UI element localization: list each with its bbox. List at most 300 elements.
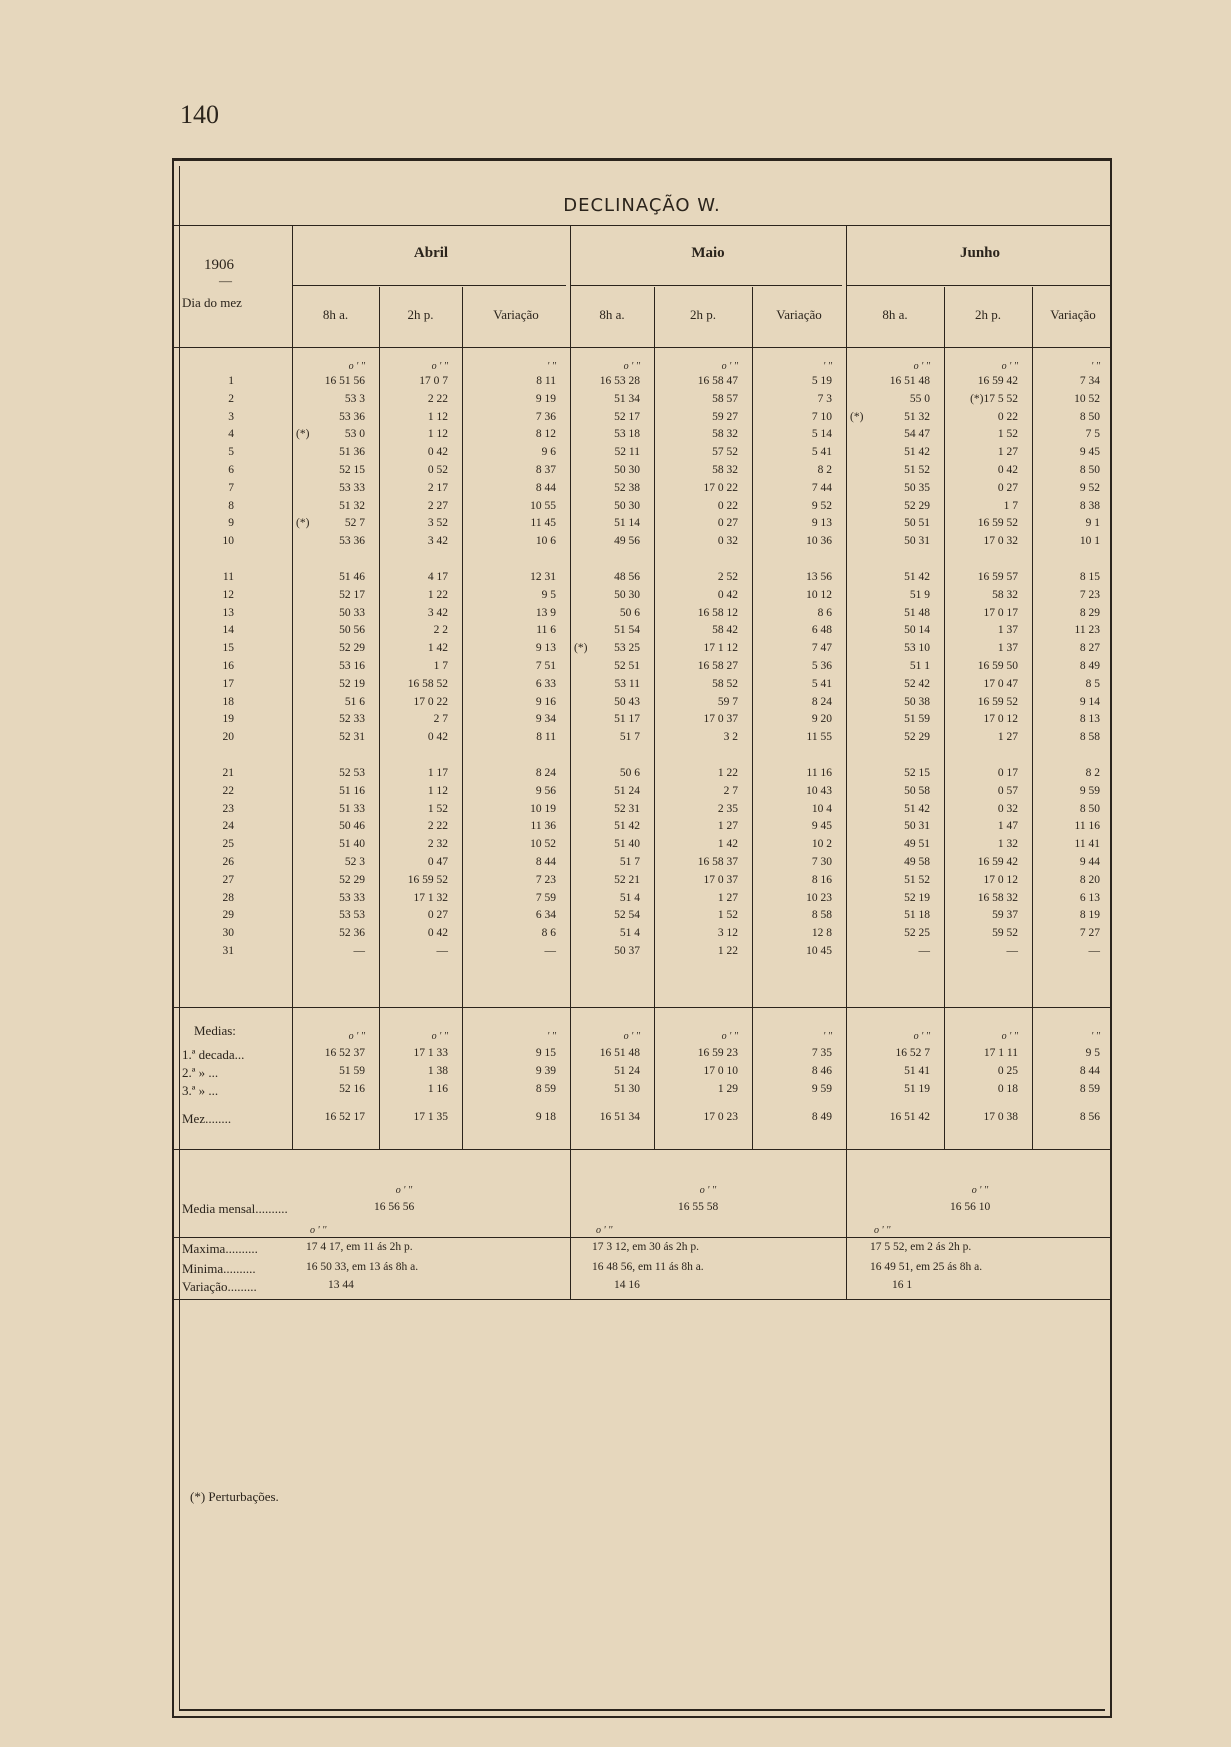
table-cell: 9 45 <box>1079 446 1100 459</box>
table-cell: 9 13 <box>535 642 556 655</box>
table-cell: 7 10 <box>811 410 832 423</box>
rule <box>174 1007 1110 1008</box>
medias-cell: 9 18 <box>535 1111 556 1123</box>
table-cell: 1 12 <box>427 784 448 797</box>
table-cell: 51 16 <box>339 784 365 797</box>
year-label: 1906 <box>204 257 234 273</box>
media-mensal-value: 16 56 56 <box>374 1201 415 1213</box>
table-cell: 7 36 <box>535 410 556 423</box>
table-cell: 8 44 <box>535 481 556 494</box>
table-cell: 3 42 <box>427 606 448 619</box>
table-cell: 8 19 <box>1079 909 1100 922</box>
column-header: 2h p. <box>407 307 434 322</box>
table-cell: 8 38 <box>1079 499 1100 512</box>
table-cell: — <box>353 945 365 957</box>
table-cell: 52 31 <box>339 731 365 744</box>
table-cell: 51 46 <box>339 571 365 583</box>
medias-cell: 9 59 <box>811 1083 832 1095</box>
table-cell: 52 19 <box>339 677 365 690</box>
unit-marks: o ' '' <box>348 1031 365 1042</box>
day-number: 23 <box>222 802 234 815</box>
column-rule <box>846 1007 847 1149</box>
unit-marks: o ' '' <box>348 361 365 372</box>
table-cell: 53 36 <box>339 535 365 548</box>
table-cell: — <box>544 945 556 957</box>
media-mensal-label: Media mensal.......... <box>182 1201 288 1216</box>
table-cell: 52 54 <box>614 909 640 922</box>
table-cell: 58 32 <box>712 464 738 476</box>
medias-cell: 8 59 <box>1079 1083 1100 1095</box>
unit-marks: o ' '' <box>874 1225 891 1236</box>
month-rule <box>292 285 566 286</box>
table-cell: 52 38 <box>614 481 640 494</box>
table-cell: 10 36 <box>806 535 832 548</box>
table-cell: 57 52 <box>712 446 738 459</box>
medias-cell: 1 29 <box>717 1083 738 1095</box>
table-cell: 50 31 <box>904 535 930 548</box>
table-cell: — <box>436 945 448 957</box>
table-cell: 1 17 <box>427 767 448 779</box>
table-cell: 1 47 <box>997 820 1018 833</box>
table-cell: 16 51 56 <box>324 375 365 387</box>
table-cell: 17 0 7 <box>419 375 448 387</box>
day-number: 15 <box>222 642 234 655</box>
table-cell: 50 33 <box>339 606 365 619</box>
table-cell: 8 6 <box>817 606 832 619</box>
table-cell: — <box>918 945 930 957</box>
table-cell: 6 13 <box>1079 891 1100 904</box>
table-cell: 9 13 <box>811 517 832 530</box>
table-cell: 52 53 <box>339 767 365 779</box>
table-cell: 8 29 <box>1079 606 1100 619</box>
table-cell: 51 52 <box>904 873 930 886</box>
table-cell: 1 37 <box>997 642 1018 655</box>
day-column-label: Dia do mez <box>182 295 242 310</box>
table-cell: 51 18 <box>904 909 930 922</box>
table-cell: 17 0 37 <box>703 873 738 886</box>
table-cell: 8 11 <box>536 731 556 744</box>
medias-cell: 1 16 <box>427 1083 448 1095</box>
day-number: 17 <box>222 677 234 690</box>
table-cell: 13 9 <box>535 606 556 619</box>
table-cell: 2 2 <box>433 624 448 637</box>
extreme-value: 14 16 <box>614 1279 640 1291</box>
table-cell: 7 44 <box>811 481 832 494</box>
media-mensal-value: 16 56 10 <box>950 1201 991 1213</box>
table-cell: 1 7 <box>433 660 448 672</box>
table-cell: 16 58 27 <box>697 660 738 672</box>
table-cell: 16 58 12 <box>697 606 738 619</box>
table-cell: 2 7 <box>723 784 738 797</box>
table-cell: 17 0 22 <box>413 695 448 708</box>
table-cell: 1 42 <box>427 642 448 655</box>
table-cell: 52 29 <box>904 731 930 744</box>
month-rule <box>846 285 1110 286</box>
table-cell: 17 1 32 <box>413 891 448 904</box>
table-cell: 50 58 <box>904 784 930 797</box>
column-rule <box>570 1149 571 1299</box>
column-header: 8h a. <box>882 307 908 322</box>
table-cell: 1 37 <box>997 624 1018 637</box>
table-cell: 2 7 <box>433 713 448 726</box>
column-header: 2h p. <box>975 307 1001 322</box>
table-cell: 7 3 <box>817 392 832 405</box>
unit-marks: o ' '' <box>431 1031 448 1042</box>
table-cell: 49 56 <box>614 535 640 548</box>
table-cell: 53 16 <box>339 660 365 672</box>
month-header-maio: Maio <box>691 245 725 261</box>
table-cell: 5 41 <box>811 677 832 690</box>
table-cell: 8 58 <box>811 909 832 922</box>
table-cell: 7 23 <box>535 873 556 886</box>
table-cell: 50 30 <box>614 499 640 512</box>
table-cell: 8 5 <box>1085 677 1100 690</box>
table-cell: 50 46 <box>339 820 365 833</box>
table-cell: 52 21 <box>614 873 640 886</box>
month-header-junho: Junho <box>959 245 1001 261</box>
table-cell: 9 45 <box>811 820 832 833</box>
table-cell: 9 14 <box>1079 695 1100 708</box>
table-cell: 0 42 <box>427 731 448 744</box>
table-cell: 52 25 <box>904 927 930 940</box>
table-cell: 0 27 <box>997 481 1018 494</box>
table-cell: 52 36 <box>339 927 365 940</box>
table-cell: 6 48 <box>811 624 832 637</box>
table-cell: 9 1 <box>1085 517 1100 530</box>
year-dash: — <box>219 273 232 288</box>
medias-cell: 16 51 42 <box>889 1111 930 1123</box>
table-cell: 11 41 <box>1074 838 1100 851</box>
table-cell: 17 0 12 <box>983 713 1018 726</box>
day-number: 11 <box>222 571 234 583</box>
column-header: 8h a. <box>599 307 625 322</box>
medias-cell: 51 24 <box>614 1065 640 1077</box>
table-cell: 17 0 17 <box>983 606 1018 619</box>
table-cell: 9 16 <box>535 695 556 708</box>
table-cell: 1 12 <box>427 428 448 441</box>
unit-marks: o ' '' <box>721 361 738 372</box>
table-cell: 2 27 <box>427 499 448 512</box>
table-cell: 1 27 <box>997 731 1018 744</box>
medias-cell: 8 49 <box>811 1111 832 1123</box>
extreme-value: 13 44 <box>328 1279 354 1291</box>
medias-row-label: 2.ª » ... <box>182 1065 219 1080</box>
table-cell: 7 5 <box>1085 428 1100 441</box>
medias-cell: 17 1 11 <box>983 1047 1018 1059</box>
table-cell: 58 42 <box>712 624 738 637</box>
extreme-label: Variação......... <box>182 1279 257 1294</box>
table-cell: 11 36 <box>530 820 556 833</box>
day-number: 9 <box>228 517 234 530</box>
table-cell: 1 27 <box>997 446 1018 459</box>
day-number: 19 <box>222 713 234 726</box>
table-cell: 7 47 <box>811 642 832 655</box>
table-cell: 58 57 <box>712 392 738 405</box>
table-cell: 9 34 <box>535 713 556 726</box>
unit-marks: ' '' <box>1091 361 1100 372</box>
medias-cell: 8 46 <box>811 1065 832 1077</box>
table-cell: 59 52 <box>992 927 1018 940</box>
table-cell: 53 10 <box>904 642 930 655</box>
table-cell: 0 42 <box>427 446 448 459</box>
medias-cell: 1 38 <box>427 1065 448 1077</box>
medias-cell: 0 25 <box>997 1065 1018 1077</box>
table-cell: 8 44 <box>535 856 556 868</box>
column-rule <box>570 1007 571 1149</box>
table-cell: 10 6 <box>535 535 556 548</box>
medias-cell: 17 0 23 <box>703 1111 738 1123</box>
table-cell: 16 53 28 <box>599 375 640 387</box>
day-number: 29 <box>222 909 234 922</box>
table-cell: 0 32 <box>717 535 738 548</box>
column-rule <box>379 1007 380 1149</box>
medias-cell: 9 15 <box>535 1047 556 1059</box>
table-cell: 50 6 <box>619 606 640 619</box>
table-cell: 5 41 <box>811 446 832 459</box>
table-cell: 52 17 <box>614 410 640 423</box>
medias-cell: 16 52 17 <box>324 1111 365 1123</box>
table-cell: 54 47 <box>904 428 930 441</box>
day-number: 8 <box>228 499 234 512</box>
day-number: 22 <box>222 784 234 797</box>
table-cell: 51 40 <box>339 838 365 851</box>
table-cell: 8 50 <box>1079 464 1100 476</box>
table-cell: — <box>1088 945 1100 957</box>
table-cell: 53 0 <box>344 428 365 441</box>
table-cell: 16 59 57 <box>977 571 1018 583</box>
table-cell: 17 0 22 <box>703 481 738 494</box>
unit-marks: ' '' <box>547 1031 556 1042</box>
table-cell: 8 50 <box>1079 410 1100 423</box>
table-cell: 1 7 <box>1003 499 1018 512</box>
day-number: 28 <box>222 891 234 904</box>
extreme-value: 16 1 <box>892 1279 913 1291</box>
rule <box>174 1149 1110 1150</box>
extreme-label: Maxima.......... <box>182 1241 258 1256</box>
table-cell: 9 20 <box>811 713 832 726</box>
table-cell: 51 48 <box>904 606 930 619</box>
table-cell: 10 12 <box>806 588 832 601</box>
unit-marks: o ' '' <box>310 1225 327 1236</box>
table-cell: 7 27 <box>1079 927 1100 940</box>
table-cell: 9 52 <box>1079 481 1100 494</box>
table-cell: 2 22 <box>427 820 448 833</box>
table-cell: 53 3 <box>344 392 365 405</box>
day-number: 20 <box>222 731 234 744</box>
medias-cell: 17 0 10 <box>703 1065 738 1077</box>
table-cell: 3 2 <box>723 731 738 744</box>
day-number: 25 <box>222 838 234 851</box>
table-cell: 2 52 <box>717 571 738 583</box>
table-cell: 1 27 <box>717 891 738 904</box>
unit-marks: o ' '' <box>623 361 640 372</box>
medias-cell: 7 35 <box>811 1047 832 1059</box>
table-cell: 51 4 <box>619 891 640 904</box>
table-cell: 58 52 <box>712 677 738 690</box>
table-cell: 51 42 <box>904 446 930 459</box>
unit-marks: o ' '' <box>1001 1031 1018 1042</box>
table-cell: 51 7 <box>619 731 640 744</box>
extreme-value: 17 3 12, em 30 ás 2h p. <box>592 1241 700 1253</box>
extreme-value: 16 48 56, em 11 ás 8h a. <box>592 1261 704 1273</box>
table-cell: 50 56 <box>339 624 365 637</box>
day-number: 18 <box>222 695 234 708</box>
unit-marks: o ' '' <box>971 1185 989 1196</box>
table-cell: 59 37 <box>992 909 1018 922</box>
table-cell: 6 33 <box>535 677 556 690</box>
day-number: 26 <box>222 856 234 868</box>
table-cell: 52 3 <box>344 856 365 868</box>
table-cell: 10 23 <box>806 891 832 904</box>
day-number: 21 <box>222 767 234 779</box>
table-cell: 16 58 47 <box>697 375 738 387</box>
table-cell: 1 52 <box>717 909 738 922</box>
medias-cell: 8 56 <box>1079 1111 1100 1123</box>
day-number: 6 <box>228 464 234 476</box>
table-cell: 53 11 <box>614 677 640 690</box>
day-number: 5 <box>228 446 234 459</box>
table-cell: 50 35 <box>904 481 930 494</box>
table-cell: 52 33 <box>339 713 365 726</box>
table-cell: 51 4 <box>619 927 640 940</box>
table-cell: 51 9 <box>909 588 930 601</box>
table-cell: 2 35 <box>717 802 738 815</box>
day-number: 2 <box>228 392 234 405</box>
table-cell: 52 11 <box>614 446 640 459</box>
medias-cell: 17 0 38 <box>983 1111 1018 1123</box>
table-cell: 10 4 <box>811 802 832 815</box>
table-cell: 17 0 12 <box>983 873 1018 886</box>
table-cell: 2 17 <box>427 481 448 494</box>
extreme-value: 17 5 52, em 2 ás 2h p. <box>870 1241 972 1253</box>
medias-cell: 51 41 <box>904 1065 930 1077</box>
table-cell: 0 22 <box>997 410 1018 423</box>
disturbance-mark: (*) <box>574 642 588 655</box>
table-cell: 8 50 <box>1079 802 1100 815</box>
table-cell: 16 59 52 <box>977 695 1018 708</box>
medias-cell: 17 1 35 <box>413 1111 448 1123</box>
day-number: 16 <box>222 660 234 672</box>
table-cell: 9 44 <box>1079 856 1100 868</box>
table-frame <box>172 158 1112 1718</box>
medias-cell: 0 18 <box>997 1083 1018 1095</box>
table-cell: 50 14 <box>904 624 930 637</box>
unit-marks: ' '' <box>1091 1031 1100 1042</box>
table-cell: 3 12 <box>717 927 738 940</box>
table-cell: 16 58 52 <box>407 677 448 690</box>
table-cell: 58 32 <box>992 588 1018 601</box>
table-cell: 8 2 <box>1085 767 1100 779</box>
table-cell: 10 52 <box>530 838 556 851</box>
table-cell: 53 53 <box>339 909 365 922</box>
medias-cell: 9 39 <box>535 1065 556 1077</box>
table-cell: 9 19 <box>535 392 556 405</box>
column-rule <box>462 1007 463 1149</box>
media-mensal-value: 16 55 58 <box>678 1201 719 1213</box>
table-cell: 50 6 <box>619 767 640 779</box>
unit-marks: o ' '' <box>431 361 448 372</box>
table-cell: 0 27 <box>717 517 738 530</box>
medias-cell: 51 30 <box>614 1083 640 1095</box>
day-number: 31 <box>222 945 234 957</box>
table-cell: 0 57 <box>997 784 1018 797</box>
day-number: 27 <box>222 873 234 886</box>
table-cell: 10 52 <box>1074 392 1100 405</box>
medias-cell: 51 19 <box>904 1083 930 1095</box>
table-cell: 51 1 <box>909 660 930 672</box>
unit-marks: ' '' <box>823 1031 832 1042</box>
table-cell: 1 27 <box>717 820 738 833</box>
table-cell: 1 52 <box>427 802 448 815</box>
table-cell: 0 47 <box>427 856 448 868</box>
day-number: 13 <box>222 606 234 619</box>
medias-row-label: 1.ª decada... <box>182 1047 245 1062</box>
unit-marks: o ' '' <box>596 1225 613 1236</box>
table-cell: 51 54 <box>614 624 640 637</box>
table-cell: 8 16 <box>811 873 832 886</box>
table-cell: 16 59 42 <box>977 375 1018 387</box>
table-cell: 8 49 <box>1079 660 1100 672</box>
unit-marks: ' '' <box>823 361 832 372</box>
table-cell: 16 59 52 <box>407 873 448 886</box>
table-cell: 51 32 <box>339 499 365 512</box>
medias-cell: 8 59 <box>535 1083 556 1095</box>
table-cell: 50 43 <box>614 695 640 708</box>
column-rule <box>292 1007 293 1149</box>
table-cell: 5 19 <box>811 375 832 387</box>
medias-cell: 9 5 <box>1085 1047 1100 1059</box>
table-cell: 51 24 <box>614 784 640 797</box>
unit-marks: o ' '' <box>699 1185 717 1196</box>
medias-cell: 52 16 <box>339 1083 365 1095</box>
page-number: 140 <box>180 100 219 129</box>
day-number: 30 <box>222 927 234 940</box>
disturbance-mark: (*) <box>296 517 310 530</box>
footnote: (*) Perturbações. <box>190 1489 279 1504</box>
column-rule <box>846 1149 847 1299</box>
table-cell: 51 34 <box>614 392 640 405</box>
table-cell: 1 22 <box>427 588 448 601</box>
table-cell: 52 29 <box>339 642 365 655</box>
day-number: 12 <box>222 588 234 601</box>
column-header: Variação <box>1050 307 1096 322</box>
table-cell: 5 14 <box>811 428 832 441</box>
column-header: Variação <box>493 307 539 322</box>
table-cell: 10 43 <box>806 784 832 797</box>
table-cell: 16 58 32 <box>977 891 1018 904</box>
table-title: DECLINAÇÃO W. <box>563 195 721 216</box>
table-cell: 0 17 <box>997 767 1018 779</box>
table-cell: 3 42 <box>427 535 448 548</box>
medias-label: Medias: <box>194 1023 236 1038</box>
table-cell: 11 55 <box>806 731 832 744</box>
table-cell: 7 23 <box>1079 588 1100 601</box>
table-cell: 50 37 <box>614 945 640 957</box>
medias-row-label: Mez........ <box>182 1111 232 1126</box>
table-cell: 2 22 <box>427 392 448 405</box>
table-cell: 17 0 47 <box>983 677 1018 690</box>
table-cell: 8 11 <box>536 375 556 387</box>
table-cell: 8 2 <box>817 464 832 476</box>
day-number: 24 <box>222 820 234 833</box>
table-cell: 50 38 <box>904 695 930 708</box>
day-number: 10 <box>222 535 234 548</box>
unit-marks: o ' '' <box>913 361 930 372</box>
table-cell: 8 24 <box>811 695 832 708</box>
table-cell: 0 32 <box>997 802 1018 815</box>
table-cell: 52 7 <box>344 517 365 530</box>
table-cell: 53 18 <box>614 428 640 441</box>
